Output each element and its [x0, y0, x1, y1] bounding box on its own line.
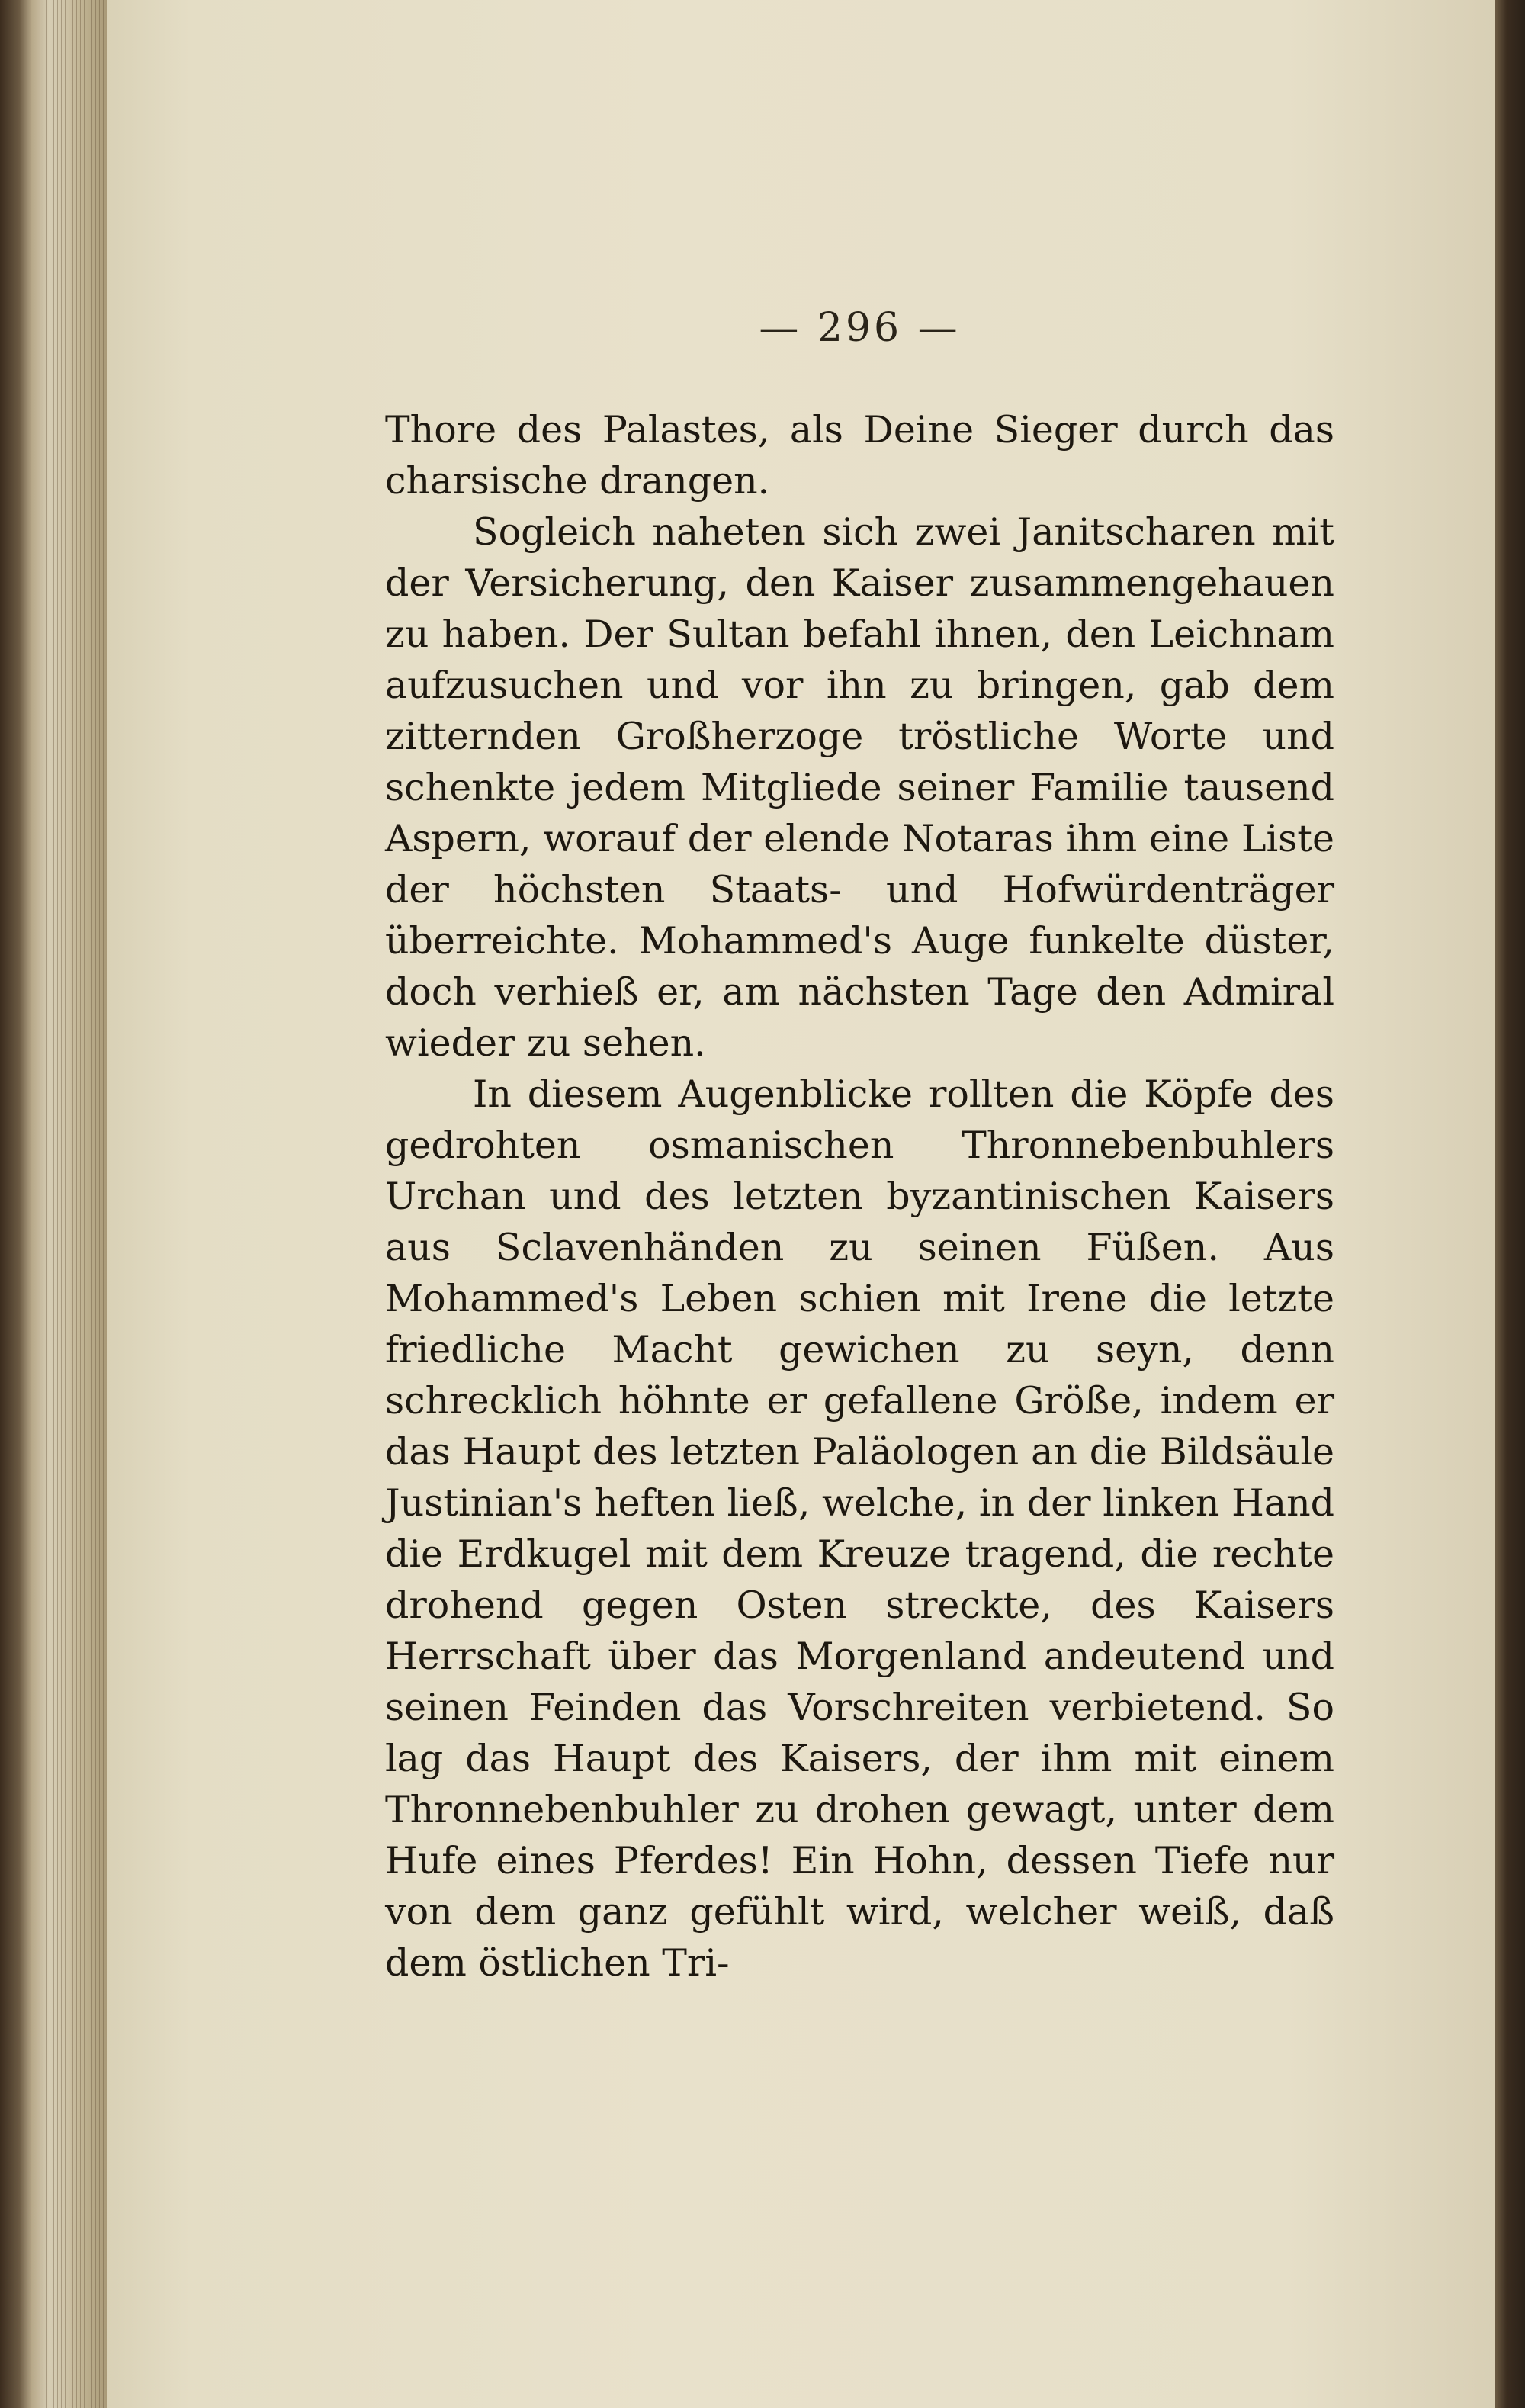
- paragraph-2: Sogleich naheten sich zwei Janitscharen mit der Versicherung, den Kaiser zusammengehauen zu haben. Der Sultan befahl ihnen, den Leichnam aufzusuchen und vor ihn zu bringen, gab dem zitternden Großherzoge tröstliche Worte und schenkte jedem Mitgliede seiner Familie tausend Aspern, worauf der elende Notaras ihm eine Liste der höchsten Staats- und Hofwürdenträger überreichte. Mohammed's Auge funkelte düster, doch verhieß er, am nächsten Tage den Admiral wieder zu sehen.: [385, 510, 1334, 1065]
- page-number-header: — 296 —: [759, 305, 961, 351]
- page-stack-lines: [46, 0, 107, 2408]
- page-content: [385, 305, 1334, 1988]
- page-right-edge: [1494, 0, 1525, 2408]
- paragraph-3: In diesem Augenblicke rollten die Köpfe des gedrohten osmanischen Thronnebenbuhlers Urchan und des letzten byzantinischen Kaisers aus Sclavenhänden zu seinen Füßen. Aus Mohammed's Leben schien mit Irene die letzte friedliche Macht gewichen zu seyn, denn schrecklich höhnte er gefallene Größe, indem er das Haupt des letzten Paläologen an die Bildsäule Justinian's heften ließ, welche, in der linken Hand die Erdkugel mit dem Kreuze tragend, die rechte drohend gegen Osten streckte, des Kaisers Herrschaft über das Morgenland andeutend und seinen Feinden das Vorschreiten verbietend. So lag das Haupt des Kaisers, der ihm mit einem Thronnebenbuhler zu drohen gewagt, unter dem Hufe eines Pferdes! Ein Hohn, dessen Tiefe nur von dem ganz gefühlt wird, welcher weiß, daß dem östlichen Tri-: [385, 1072, 1334, 1985]
- paragraph-1: Thore des Palastes, als Deine Sieger durch das charsische drangen.: [385, 408, 1334, 503]
- book-spine-edge: [0, 0, 107, 2408]
